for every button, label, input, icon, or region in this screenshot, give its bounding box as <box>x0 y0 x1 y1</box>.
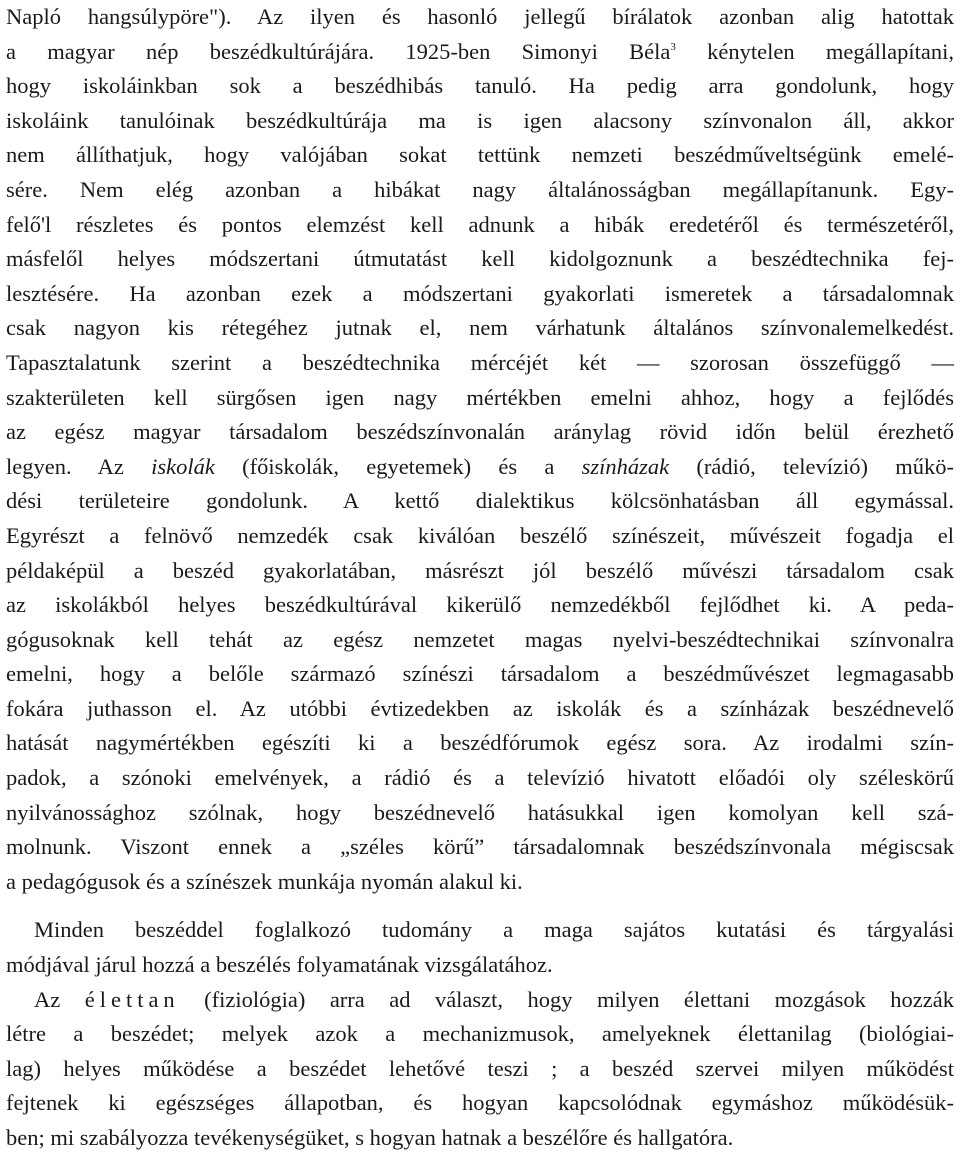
emphasis-text: színházak <box>581 453 670 479</box>
text-line: Napló hangsúlypöre"). Az ilyen és hasonló jellegű bírálatok azonban alig hatottak <box>6 4 954 29</box>
text-line: lag) helyes működése a beszédet lehetővé teszi ; a beszéd szervei milyen működést <box>6 1055 954 1081</box>
text-line: példaképül a beszéd gyakorlatában, másrészt jól beszélő művészi társadalom csak <box>6 557 954 583</box>
text-line <box>6 35 954 70</box>
text-line: emelni, hogy a belőle származó színészi társadalom a beszédművészet legmagasabb <box>6 661 954 687</box>
text-line: hatását nagymértékben egészíti ki a beszédfórumok egész sora. Az irodalmi szín- <box>6 730 954 756</box>
text-line: sére. Nem elég azonban a hibákat nagy általánosságban megállapítanunk. Egy- <box>6 176 954 202</box>
text-line: Minden beszéddel foglalkozó tudomány a maga sajátos kutatási és tárgyalási <box>34 917 954 943</box>
text-line: molnunk. Viszont ennek a „széles körű” társadalomnak beszédszínvonala mégiscsak <box>6 834 954 860</box>
text-line: létre a beszédet; melyek azok a mechanizmusok, amelyeknek élettanilag (biológiai- <box>6 1021 954 1047</box>
text-line: csak nagyon kis rétegéhez jutnak el, nem várhatunk általános színvonalemelkedést. <box>6 315 954 341</box>
text-fragment: kénytelen megállapítani, <box>675 38 954 64</box>
paragraph-physiology <box>6 983 954 1156</box>
document-page <box>6 0 954 1156</box>
text-line <box>6 450 954 485</box>
text-line: fokára juthasson el. Az utóbbi évtizedekben az iskolák és a színházak beszédnevelő <box>6 695 954 721</box>
text-line: az egész magyar társadalom beszédszínvonalán aránylag rövid időn belül érezhető <box>6 419 954 445</box>
text-fragment: (fiziológia) arra ad választ, hogy milyen élettani mozgások hozzák <box>179 986 955 1012</box>
text-line: ben; mi szabályozza tevékenységüket, s hogyan hatnak a beszélőre és hallgatóra. <box>6 1125 734 1150</box>
text-line: másfelől helyes módszertani útmutatást kell kidolgoznunk a beszédtechnika fej- <box>6 246 954 272</box>
text-line: a pedagógusok és a színészek munkája nyomán alakul ki. <box>6 868 523 894</box>
text-line: Egyrészt a felnövő nemzedék csak kiválóan beszélő színészeit, művészeit fogadja el <box>6 522 954 548</box>
text-line: lesztésére. Ha azonban ezek a módszertani gyakorlati ismeretek a társadalomnak <box>6 280 954 306</box>
text-line: módjával járul hozzá a beszélés folyamatának vizsgálatához. <box>6 952 553 978</box>
text-line: szakterületen kell sürgősen igen nagy mértékben emelni ahhoz, hogy a fejlődés <box>6 384 954 410</box>
paragraph-gap <box>6 899 954 913</box>
paragraph-main <box>6 0 954 899</box>
paragraph-methods <box>6 913 954 982</box>
text-fragment: a magyar nép beszédkultúrájára. 1925-ben Simonyi Béla <box>6 38 671 64</box>
text-line: hogy iskoláinkban sok a beszédhibás tanuló. Ha pedig arra gondolunk, hogy <box>6 73 954 99</box>
text-fragment: (rádió, televízió) műkö- <box>669 453 954 479</box>
text-fragment: Az <box>34 986 61 1012</box>
text-line <box>6 983 954 1018</box>
text-line: fejtenek ki egészséges állapotban, és hogyan kapcsolódnak egymáshoz működésük- <box>6 1090 954 1116</box>
text-line: nyilvánossághoz szólnak, hogy beszédnevelő hatásukkal igen komolyan kell szá- <box>6 799 954 825</box>
text-line: dési területeire gondolunk. A kettő dialektikus kölcsönhatásban áll egymással. <box>6 488 954 514</box>
text-line: Tapasztalatunk szerint a beszédtechnika mércéjét két — szorosan összefüggő — <box>6 349 954 375</box>
spaced-emphasis-text: élettan <box>84 986 180 1012</box>
text-line: padok, a szónoki emelvények, a rádió és a televízió hivatott előadói oly széleskörű <box>6 765 954 791</box>
footnote-reference: 3 <box>670 40 676 53</box>
text-line: nem állíthatjuk, hogy valójában sokat tettünk nemzeti beszédműveltségünk emelé- <box>6 142 954 168</box>
text-fragment: (főiskolák, egyetemek) és a <box>214 453 582 479</box>
text-line: iskoláink tanulóinak beszédkultúrája ma is igen alacsony színvonalon áll, akkor <box>6 107 954 133</box>
emphasis-text: iskolák <box>151 453 215 479</box>
text-line: gógusoknak kell tehát az egész nemzetet magas nyelvi-beszédtechnikai színvonalra <box>6 626 954 652</box>
text-line: felő'l részletes és pontos elemzést kell adnunk a hibák eredetéről és természetéről, <box>6 211 954 237</box>
text-line: az iskolákból helyes beszédkultúrával kikerülő nemzedékből fejlődhet ki. A peda- <box>6 592 954 618</box>
text-fragment: legyen. Az <box>6 453 152 479</box>
